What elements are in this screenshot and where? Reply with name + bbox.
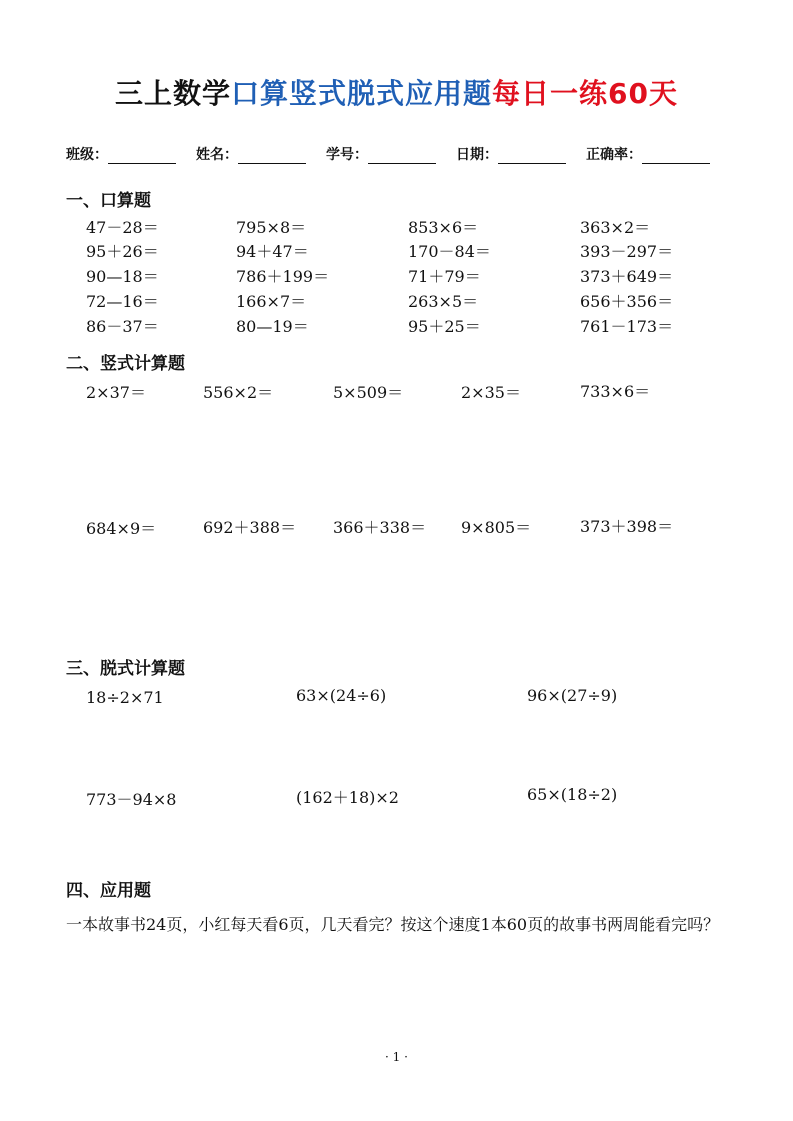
vertical-item: 733×6＝ bbox=[580, 382, 651, 401]
vertical-item: 366＋338＝ bbox=[333, 518, 427, 537]
page-title bbox=[0, 72, 793, 112]
oral-item: 761－173＝ bbox=[580, 317, 674, 336]
date-field[interactable] bbox=[456, 144, 566, 164]
stepwise-item: 96×(27÷9) bbox=[527, 686, 618, 705]
oral-item: 95＋26＝ bbox=[86, 242, 159, 261]
student-id-line bbox=[368, 145, 436, 164]
oral-item: 166×7＝ bbox=[236, 292, 307, 311]
oral-item: 90—18＝ bbox=[86, 267, 159, 286]
vertical-item: 9×805＝ bbox=[461, 518, 532, 537]
oral-item: 86－37＝ bbox=[86, 317, 159, 336]
oral-item: 393－297＝ bbox=[580, 242, 674, 261]
title-part-2: 口算竖式脱式应用题 bbox=[231, 77, 493, 110]
title-part-3: 每日一练60天 bbox=[492, 77, 678, 110]
vertical-item: 5×509＝ bbox=[333, 383, 404, 402]
stepwise-item: 63×(24÷6) bbox=[296, 686, 387, 705]
oral-item: 47－28＝ bbox=[86, 218, 159, 237]
section-heading-word: 四、应用题 bbox=[66, 881, 151, 901]
stepwise-item: 65×(18÷2) bbox=[527, 785, 618, 804]
accuracy-field[interactable] bbox=[586, 144, 710, 164]
oral-item: 94＋47＝ bbox=[236, 242, 309, 261]
student-id-field[interactable] bbox=[326, 144, 436, 164]
oral-item: 786＋199＝ bbox=[236, 267, 330, 286]
word-problem-text: 一本故事书24页，小红每天看6页，几天看完？按这个速度1本60页的故事书两周能看完吗？ bbox=[66, 915, 720, 934]
vertical-item: 556×2＝ bbox=[203, 383, 274, 402]
section-heading-stepwise: 三、脱式计算题 bbox=[66, 659, 185, 679]
name-label: 姓名： bbox=[196, 147, 238, 163]
oral-item: 373＋649＝ bbox=[580, 267, 674, 286]
vertical-item: 2×37＝ bbox=[86, 383, 146, 402]
title-part-1: 三上数学 bbox=[115, 77, 232, 110]
student-id-label: 学号： bbox=[326, 147, 368, 163]
oral-item: 170－84＝ bbox=[408, 242, 491, 261]
accuracy-line bbox=[642, 145, 710, 164]
oral-item: 95＋25＝ bbox=[408, 317, 481, 336]
class-line bbox=[108, 145, 176, 164]
name-field[interactable] bbox=[196, 144, 306, 164]
vertical-item: 692＋388＝ bbox=[203, 518, 297, 537]
section-heading-vertical: 二、竖式计算题 bbox=[66, 354, 185, 374]
oral-item: 363×2＝ bbox=[580, 218, 651, 237]
stepwise-item: 773－94×8 bbox=[86, 790, 177, 809]
section-heading-oral: 一、口算题 bbox=[66, 191, 151, 211]
oral-item: 795×8＝ bbox=[236, 218, 307, 237]
accuracy-label: 正确率： bbox=[586, 147, 642, 163]
oral-item: 72—16＝ bbox=[86, 292, 159, 311]
class-field[interactable] bbox=[66, 144, 176, 164]
oral-item: 71＋79＝ bbox=[408, 267, 481, 286]
oral-item: 80—19＝ bbox=[236, 317, 309, 336]
class-label: 班级： bbox=[66, 147, 108, 163]
stepwise-item: 18÷2×71 bbox=[86, 688, 164, 707]
vertical-item: 373＋398＝ bbox=[580, 517, 674, 536]
date-label: 日期： bbox=[456, 147, 498, 163]
stepwise-item: (162＋18)×2 bbox=[296, 788, 399, 807]
name-line bbox=[238, 145, 306, 164]
vertical-item: 2×35＝ bbox=[461, 383, 521, 402]
vertical-item: 684×9＝ bbox=[86, 519, 157, 538]
oral-item: 853×6＝ bbox=[408, 218, 479, 237]
oral-item: 263×5＝ bbox=[408, 292, 479, 311]
oral-item: 656＋356＝ bbox=[580, 292, 674, 311]
page-number: · 1 · bbox=[385, 1050, 408, 1064]
date-line bbox=[498, 145, 566, 164]
